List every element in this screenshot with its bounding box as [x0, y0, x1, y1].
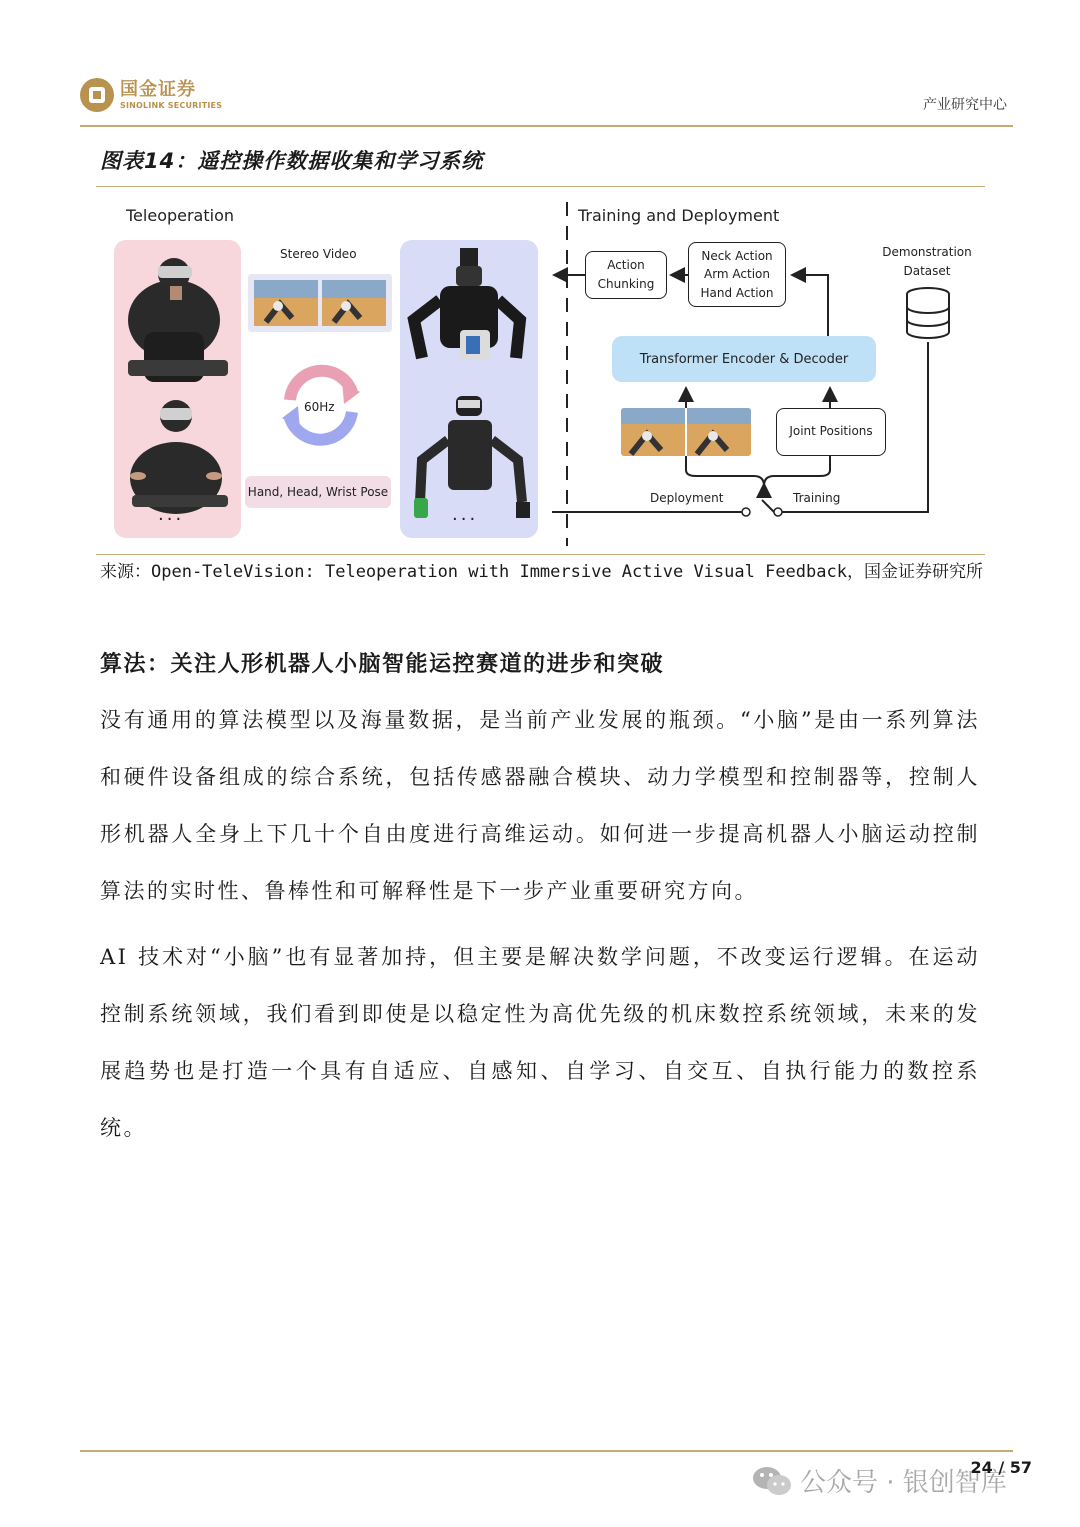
- wechat-icon: [752, 1464, 792, 1498]
- joint-positions-label: Joint Positions: [789, 424, 873, 439]
- footer-divider: [80, 1450, 1013, 1452]
- figure-source: 来源：Open-TeleVision: Teleoperation with Immersive Active Visual Feedback，国金证券研究所: [100, 562, 983, 582]
- robot-more-dots: ...: [452, 504, 479, 525]
- body-paragraph-1: 没有通用的算法模型以及海量数据，是当前产业发展的瓶颈。“小脑”是由一系列算法和硬件设备组成的综合系统，包括传感器融合模块、动力学模型和控制器等，控制人形机器人全身上下几十个自由度进行高维运动。如何进一步提高机器人小脑运动控制算法的实时性、鲁棒性和可解释性是下一步产业重要研究方向。: [100, 708, 980, 903]
- training-label: Training: [793, 491, 841, 505]
- body-paragraph-2: AI 技术对“小脑”也有显著加持，但主要是解决数学问题，不改变运行逻辑。在运动控制系统领域，我们看到即使是以稳定性为高优先级的机床数控系统领域，未来的发展趋势也是打造一个具有自适应、自感知、自学习、自交互、自执行能力的数控系统。: [100, 945, 980, 1140]
- pose-tag: Hand, Head, Wrist Pose: [245, 476, 391, 508]
- arm-action-label: Arm Action: [703, 267, 771, 282]
- page-header: [80, 74, 1013, 128]
- flow-arrows: [96, 200, 982, 548]
- figure-title: 图表14：遥控操作数据收集和学习系统: [100, 149, 484, 173]
- logo-cn-text: 国金证券: [120, 78, 196, 100]
- transformer-box: Transformer Encoder & Decoder: [612, 336, 876, 382]
- figure-bottom-divider: [96, 554, 985, 555]
- watermark-text: 公众号 · 银创智库: [800, 1468, 1007, 1498]
- logo-icon: [80, 78, 114, 112]
- action-chunking-label: Action Chunking: [597, 257, 655, 291]
- logo-en-text: SINOLINK SECURITIES: [120, 100, 223, 110]
- figure-top-divider: [96, 186, 985, 187]
- page-number: 24 / 57: [970, 1458, 1032, 1477]
- operator-more-dots: ...: [158, 504, 185, 525]
- section-heading: 算法：关注人形机器人小脑智能运控赛道的进步和突破: [100, 652, 665, 677]
- hand-action-label: Hand Action: [700, 285, 774, 300]
- watermark: [752, 1462, 1007, 1499]
- demonstration-dataset-label: Demonstration Dataset: [882, 245, 972, 279]
- neck-action-label: Neck Action: [701, 248, 773, 263]
- teleoperation-title: Teleoperation: [126, 206, 235, 225]
- training-deployment-title: Training and Deployment: [578, 206, 780, 225]
- deployment-label: Deployment: [650, 491, 724, 505]
- company-logo: [80, 78, 222, 112]
- header-department: 产业研究中心: [923, 97, 1007, 113]
- frequency-label: 60Hz: [304, 400, 335, 414]
- stereo-video-label: Stereo Video: [280, 247, 357, 261]
- header-divider: [80, 125, 1013, 127]
- teleoperation-figure: [96, 200, 982, 548]
